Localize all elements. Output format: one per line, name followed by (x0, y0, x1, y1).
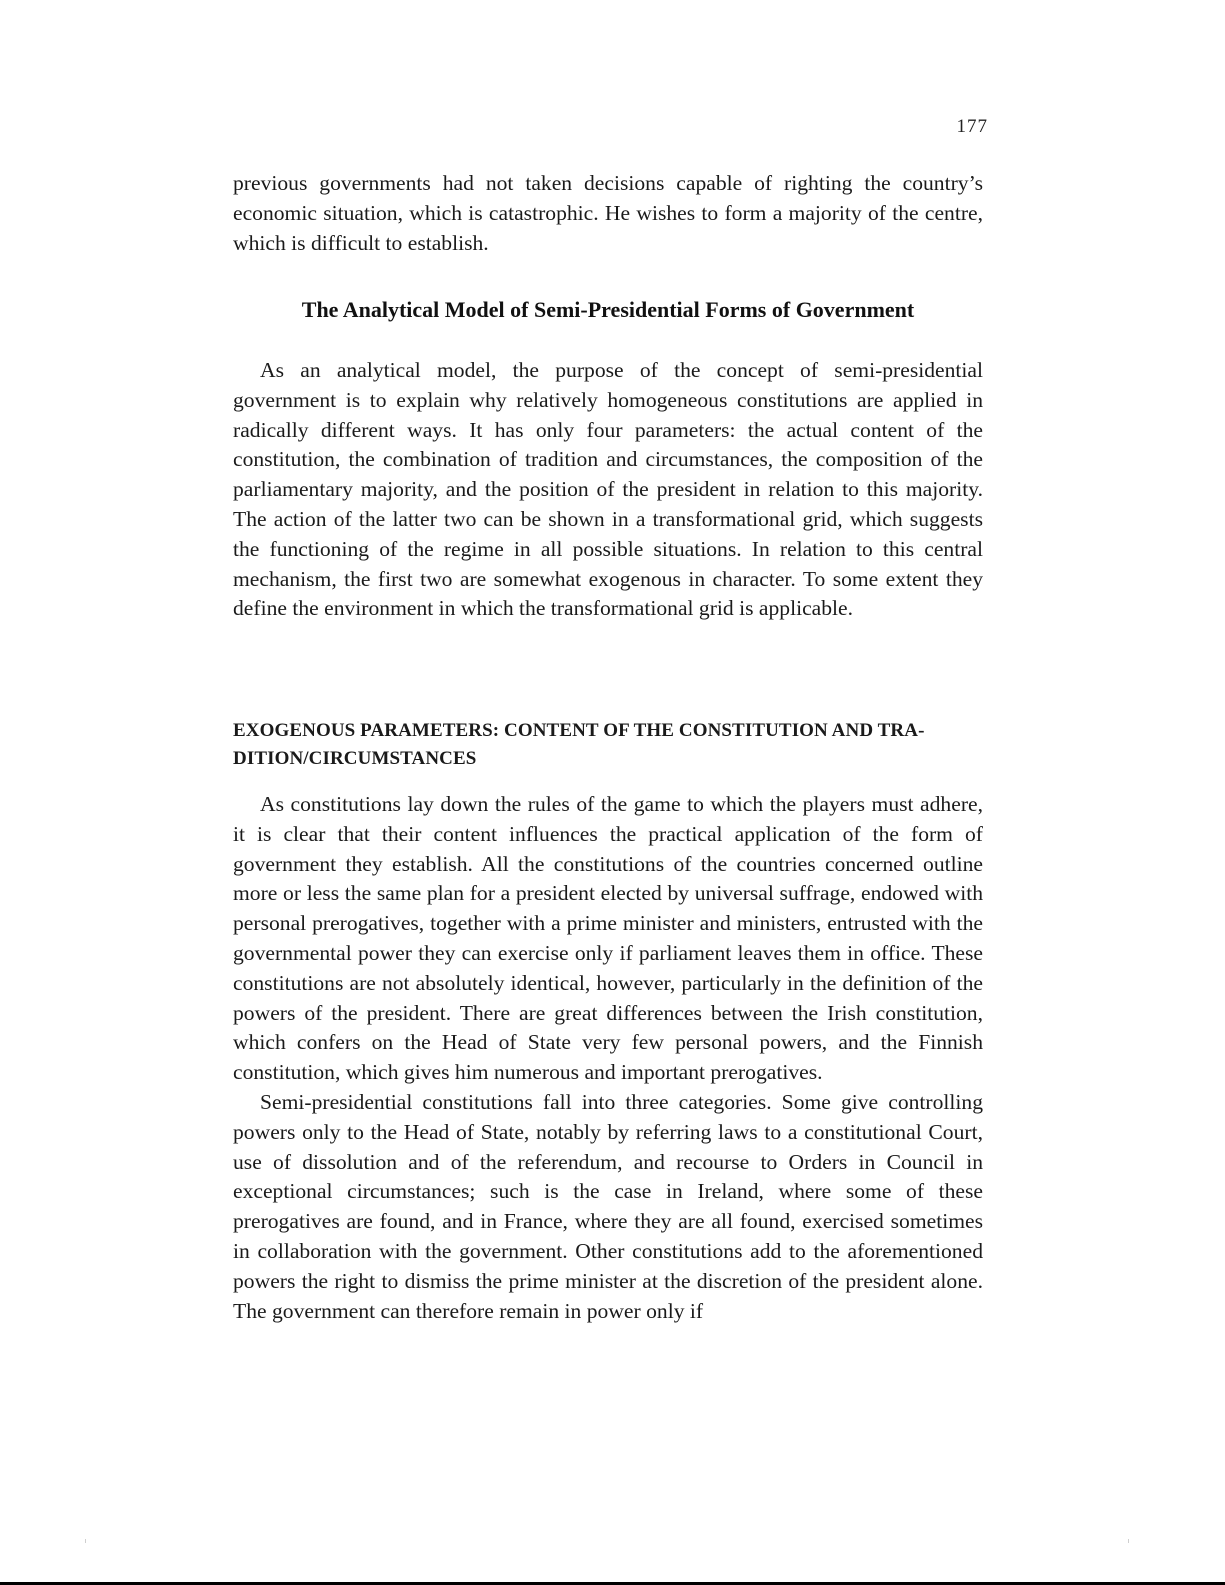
exogenous-paragraph-1: As constitutions lay down the rules of the game to which the players must adhere, it is clear that their content influences the practical application of the form of government they establish. All the constitutions of the countries concerned outline more or less the same plan for a president elected by universal suffrage, endowed with personal prerogatives, together with a prime minister and ministers, entrusted with the governmental power they can exercise only if parliament leaves them in office. These constitutions are not absolutely identical, however, particularly in the definition of the powers of the president. There are great differences between the Irish constitution, which confers on the Head of State very few personal powers, and the Finnish constitution, which gives him numerous and important prerogatives. (233, 792, 983, 1085)
intro-block (233, 169, 983, 258)
exogenous-parameters-block (233, 790, 983, 1326)
subsection-heading: EXOGENOUS PARAMETERS: CONTENT OF THE CONSTITUTION AND TRADITION/CIRCUMSTANCES (233, 720, 925, 769)
intro-paragraph: previous governments had not taken decisions capable of righting the country’s economic situation, which is catastrophic. He wishes to form a majority of the centre, which is difficult to establish. (233, 171, 983, 255)
analytical-model-block (233, 356, 983, 624)
scan-speck (1128, 1539, 1129, 1543)
page-number: 177 (956, 116, 988, 137)
analytical-paragraph: As an analytical model, the purpose of the concept of semi-presidential government is to explain why relatively homogeneous constitutions are applied in radically different ways. It has only four parameters: the actual content of the constitution, the combination of tradition and circumstances, the composition of the parliamentary majority, and the position of the president in relation to this majority. The action of the latter two can be shown in a transformational grid, which suggests the functioning of the regime in all possible situations. In relation to this central mechanism, the first two are somewhat exogenous in character. To some extent they define the environment in which the transformational grid is applicable. (233, 358, 983, 621)
scan-speck (85, 1539, 86, 1543)
exogenous-paragraph-2: Semi-presidential constitutions fall into three categories. Some give controlling powers only to the Head of State, notably by referring laws to a constitutional Court, use of dissolution and of the referendum, and recourse to Orders in Council in exceptional circumstances; such is the case in Ireland, where some of these prerogatives are found, and in France, where they are all found, exercised sometimes in collaboration with the government. Other constitutions add to the aforementioned powers the right to dismiss the prime minister at the discretion of the president alone. The government can therefore remain in power only if (233, 1089, 983, 1323)
section-heading: The Analytical Model of Semi-Presidential Forms of Government (301, 297, 915, 322)
